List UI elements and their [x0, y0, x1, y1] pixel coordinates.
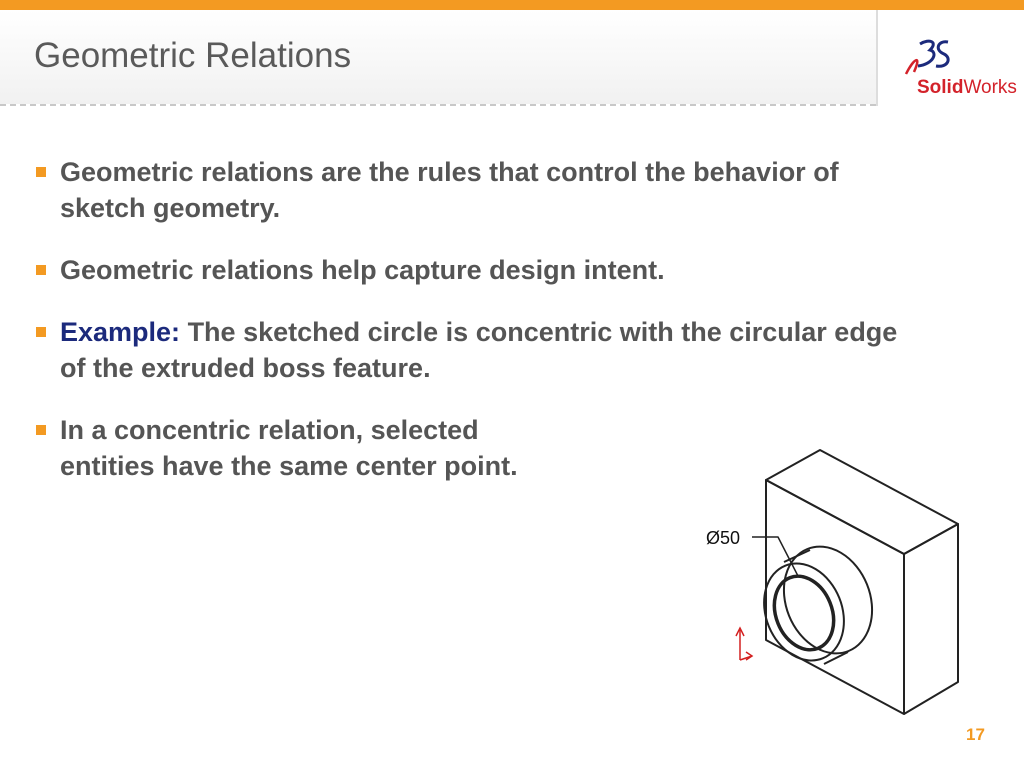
axis-triad-icon: [736, 628, 752, 660]
block-front-face: [766, 480, 904, 714]
bullet-square-icon: [36, 425, 46, 435]
bullet-item: [34, 154, 914, 226]
bullet-text-line2: entities have the same center point.: [60, 451, 518, 481]
solidworks-logo-text: [917, 78, 1017, 98]
dimension-label: Ø50: [706, 528, 741, 548]
bullet-square-icon: [36, 167, 46, 177]
isometric-block-drawing: [700, 444, 970, 720]
bullet-text-line1: In a concentric relation, selected: [60, 415, 479, 445]
bullet-text: Geometric relations help capture design intent.: [60, 255, 665, 285]
bullet-item: [34, 252, 914, 288]
header-divider: [0, 104, 876, 106]
slide-title: Geometric Relations: [34, 36, 352, 75]
logo-text-works: Works: [963, 77, 1017, 98]
block-top-face: [766, 450, 958, 554]
bullet-square-icon: [36, 265, 46, 275]
top-accent-bar: [0, 0, 1024, 10]
logo-separator: [876, 10, 878, 106]
bullet-text: Geometric relations are the rules that control the behavior of sketch geometry.: [60, 157, 839, 223]
example-label: Example:: [60, 317, 181, 347]
bullet-text: The sketched circle is concentric with the circular edge of the extruded boss feature.: [60, 317, 898, 383]
bullet-square-icon: [36, 327, 46, 337]
dimension-leader: [752, 537, 798, 576]
bullet-item: [34, 314, 900, 386]
page-number: 17: [966, 725, 985, 744]
logo-text-solid: Solid: [917, 77, 964, 98]
block-right-face: [904, 524, 958, 714]
